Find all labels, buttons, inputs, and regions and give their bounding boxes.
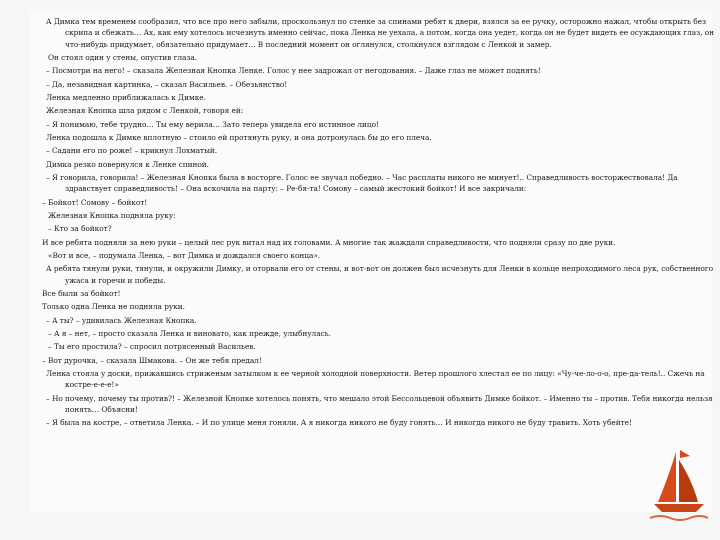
paragraph: Все были за бойкот! bbox=[42, 288, 121, 298]
paragraph: – Вот дурочка, – сказала Шмакова. – Он же тебя предал! bbox=[42, 355, 262, 365]
paragraph: Железная Кнопка шла рядом с Ленкой, говоря ей: bbox=[46, 106, 244, 116]
document-page bbox=[30, 12, 712, 512]
sailing-ship-logo-icon bbox=[646, 446, 710, 526]
paragraph: Ленка стояла у доски, прижавшись стриженым затылком к ее черной холодной поверхности. Ветер прошлого хлестал ее по лицу: «Чу-че-ло-о-о, пре-да-тель!.. Сжечь на костре-е-е-е!» bbox=[46, 368, 705, 390]
paragraph: – А ты? – удивилась Железная Кнопка. bbox=[46, 315, 197, 325]
paragraph: – Бойкот! Сомову – бойкот! bbox=[42, 197, 148, 207]
paragraph: – Да, незавидная картинка, – сказал Васильев. – Обезьянство! bbox=[46, 79, 288, 89]
paragraph: – Кто за бойкот? bbox=[48, 224, 112, 234]
paragraph: – Но почему, почему ты против?! – Железной Кнопке хотелось понять, что мешало этой Бессольцевой объявить Димке бойкот. – Именно ты – против. Тебя никогда нельзя понять… Объясни! bbox=[46, 393, 713, 414]
sail-icon bbox=[679, 460, 698, 502]
paragraph: А ребята тянули руки, тянули, и окружили Димку, и оторвали его от стены, и вот-вот он должен был исчезнуть для Ленки в кольце непроходимого леса рук, собственного ужаса и горечи и победы. bbox=[46, 264, 714, 285]
paragraph: Только одна Ленка не подняла руки. bbox=[42, 302, 185, 312]
paragraph: – Посмотри на него! – сказала Железная Кнопка Ленке. Голос у нее задрожал от негодования. – Даже глаз не может поднять! bbox=[46, 66, 541, 76]
paragraph: «Вот и все, – подумала Ленка, – вот Димка и дождался своего конца». bbox=[48, 250, 321, 260]
paragraph: И все ребята подняли за нею руки – целый лес рук витал над их головами. А многие так жаждали справедливости, что подняли сразу по две руки. bbox=[42, 237, 616, 247]
paragraph: Он стоял один у стены, опустив глаза. bbox=[48, 52, 198, 62]
paragraph: Ленка медленно приближалась к Димке. bbox=[46, 92, 206, 102]
paragraph: – Я была на костре, – ответила Ленка. – И по улице меня гоняли. А я никогда никого не буду гонять… И никогда никого не буду травить. Хоть убейте! bbox=[46, 418, 632, 428]
paragraph: – Ты его простила? – спросил потрясенный Васильев. bbox=[48, 342, 256, 352]
paragraph: – Я говорила, говорила! – Железная Кнопка была в восторге. Голос ее звучал победно. – Час расплаты никого не минует!.. Справедливость восторжествовала! Да здравствует справедливость! – Она вскочила на парту: – Ре-бя-та! Сомову – самый жестокий бойкот! И все закричали: bbox=[46, 172, 678, 194]
sail-icon bbox=[680, 450, 690, 458]
paragraph: Димка резко повернулся к Ленке спиной. bbox=[46, 159, 209, 169]
story-text bbox=[42, 16, 714, 430]
paragraph: – Садани его по роже! – крикнул Лохматый. bbox=[46, 146, 218, 156]
water-icon bbox=[650, 516, 708, 520]
paragraph: – Я понимаю, тебе трудно… Ты ему верила… Зато теперь увидела его истинное лицо! bbox=[46, 119, 379, 129]
paragraph: Ленка подошла к Димке вплотную – стоило ей протянуть руку, и она дотронулась бы до его плеча. bbox=[46, 132, 432, 142]
paragraph: Железная Кнопка подняла руку: bbox=[48, 210, 176, 220]
hull-icon bbox=[654, 504, 704, 512]
sail-icon bbox=[658, 452, 676, 502]
paragraph: – А я – нет, – просто сказала Ленка и виновато, как прежде, улыбнулась. bbox=[48, 328, 331, 338]
paragraph: А Димка тем временем сообразил, что все про него забыли, проскользнул по стенке за спинами ребят к двери, взялся за ее ручку, осторожно нажал, чтобы открыть без скрипа и сбежать… Ах, как ему хотелось исчезнуть именно сейчас, пока Ленка не уехала, а потом, когда она уедет, когда он не будет видеть ее осуждающих глаз, он что-нибудь придумает, обязательно придумает… В последний момент он оглянулся, столкнулся взглядом с Ленкой и замер. bbox=[46, 17, 714, 49]
